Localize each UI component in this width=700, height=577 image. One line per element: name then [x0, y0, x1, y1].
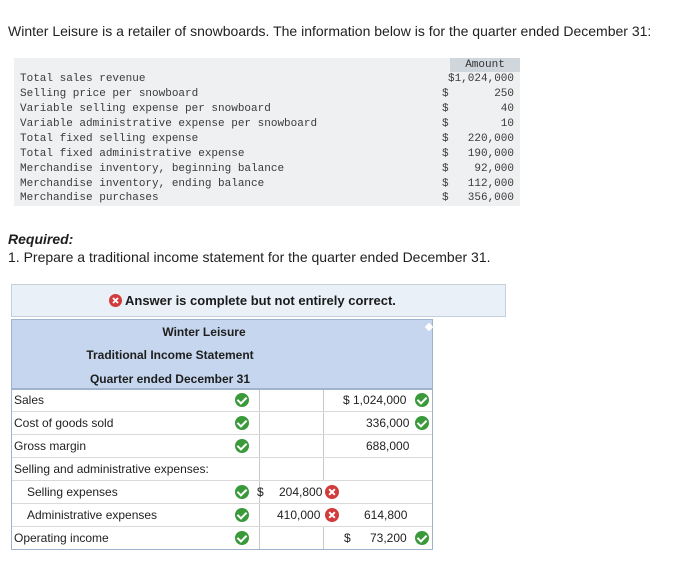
statement-row-sga-heading — [11, 458, 433, 481]
dollar-sign: $ — [344, 531, 351, 545]
amount-value[interactable]: 73,200 — [370, 531, 407, 545]
incorrect-icon — [325, 485, 339, 499]
check-icon — [235, 439, 249, 453]
data-row — [14, 191, 520, 205]
amount-value[interactable]: 614,800 — [364, 508, 408, 522]
amount-input-col1[interactable] — [259, 412, 324, 434]
data-row — [14, 162, 520, 176]
amount-input-col1[interactable] — [259, 389, 324, 411]
given-data-table — [14, 58, 520, 206]
data-row — [14, 117, 520, 131]
check-icon — [415, 393, 429, 407]
data-row-currency: $ — [442, 133, 449, 145]
data-row — [14, 177, 520, 191]
answer-status-banner — [11, 284, 506, 317]
column-gap — [323, 435, 342, 457]
statement-row-admin-expenses — [11, 504, 433, 527]
check-icon — [235, 416, 249, 430]
data-row-currency: $ — [442, 88, 449, 100]
amount-value[interactable]: 336,000 — [366, 416, 410, 430]
data-row-label: Variable administrative expense per snowboard — [20, 118, 318, 130]
required-heading: Required: — [8, 231, 74, 247]
data-row — [14, 72, 520, 86]
statement-period: Quarter ended December 31 — [89, 372, 251, 386]
amount-input-col1[interactable] — [259, 458, 324, 480]
data-row-label: Merchandise inventory, ending balance — [20, 178, 265, 190]
data-row-value: 356,000 — [467, 192, 514, 204]
column-gap — [323, 412, 342, 434]
data-row-value: $1,024,000 — [447, 73, 514, 85]
row-label[interactable]: Operating income — [14, 531, 109, 545]
row-label[interactable]: Selling expenses — [27, 485, 118, 499]
data-row-value: 10 — [500, 118, 514, 130]
data-row-value: 250 — [494, 88, 514, 100]
company-name: Winter Leisure — [162, 325, 246, 339]
incorrect-icon — [109, 294, 122, 307]
data-row-currency: $ — [442, 178, 449, 190]
row-label[interactable]: Gross margin — [14, 439, 87, 453]
data-row-currency: $ — [442, 192, 449, 204]
data-row-value: 40 — [500, 103, 514, 115]
check-icon — [235, 531, 249, 545]
amount-input-col1[interactable] — [259, 527, 324, 549]
row-label[interactable]: Sales — [14, 393, 45, 407]
data-row-currency: $ — [442, 103, 449, 115]
data-row-currency: $ — [442, 148, 449, 160]
check-icon — [415, 531, 429, 545]
data-row-label: Variable selling expense per snowboard — [20, 103, 271, 115]
check-icon — [235, 508, 249, 522]
data-row-currency: $ — [442, 118, 449, 130]
statement-row-gross-margin — [11, 435, 433, 458]
data-row-label: Selling price per snowboard — [20, 88, 199, 100]
check-icon — [235, 485, 249, 499]
statement-row-sales — [11, 389, 433, 412]
amount-column-header: Amount — [450, 58, 520, 72]
dollar-sign: $ — [257, 485, 264, 499]
amount-value[interactable]: $ 1,024,000 — [343, 393, 407, 407]
amount-value[interactable]: 688,000 — [366, 439, 410, 453]
column-gap — [323, 458, 342, 480]
check-icon — [235, 393, 249, 407]
data-row-currency: $ — [442, 163, 449, 175]
data-row-value: 190,000 — [467, 148, 514, 160]
data-row-label: Total sales revenue — [20, 73, 146, 85]
row-label[interactable]: Cost of goods sold — [14, 416, 114, 430]
data-row — [14, 102, 520, 116]
data-row-label: Merchandise inventory, beginning balance — [20, 163, 285, 175]
data-row-value: 220,000 — [467, 133, 514, 145]
row-label[interactable]: Administrative expenses — [27, 508, 158, 522]
column-gap — [323, 527, 342, 549]
statement-header — [11, 319, 433, 389]
amount-input-col1[interactable] — [259, 435, 324, 457]
check-icon — [415, 416, 429, 430]
resize-corner-icon — [425, 323, 433, 331]
data-row-label: Merchandise purchases — [20, 192, 159, 204]
problem-intro: Winter Leisure is a retailer of snowboards. The information below is for the quarter ended December 31: — [8, 23, 652, 39]
answer-status-text: Answer is complete but not entirely correct. — [125, 293, 396, 308]
statement-title: Traditional Income Statement — [86, 348, 254, 362]
incorrect-icon — [325, 508, 339, 522]
statement-row-selling-expenses — [11, 481, 433, 504]
data-row-value: 112,000 — [467, 178, 514, 190]
data-row — [14, 132, 520, 146]
column-gap — [323, 389, 342, 411]
statement-row-cogs — [11, 412, 433, 435]
row-label: Selling and administrative expenses: — [14, 462, 209, 476]
amount-value[interactable]: 204,800 — [279, 485, 323, 499]
data-row — [14, 147, 520, 161]
data-row-label: Total fixed administrative expense — [20, 148, 245, 160]
statement-row-operating-income — [11, 527, 433, 550]
data-row-label: Total fixed selling expense — [20, 133, 199, 145]
amount-value[interactable]: 410,000 — [277, 508, 321, 522]
required-question: 1. Prepare a traditional income statement for the quarter ended December 31. — [8, 249, 491, 265]
data-row — [14, 87, 520, 101]
data-row-value: 92,000 — [474, 163, 514, 175]
